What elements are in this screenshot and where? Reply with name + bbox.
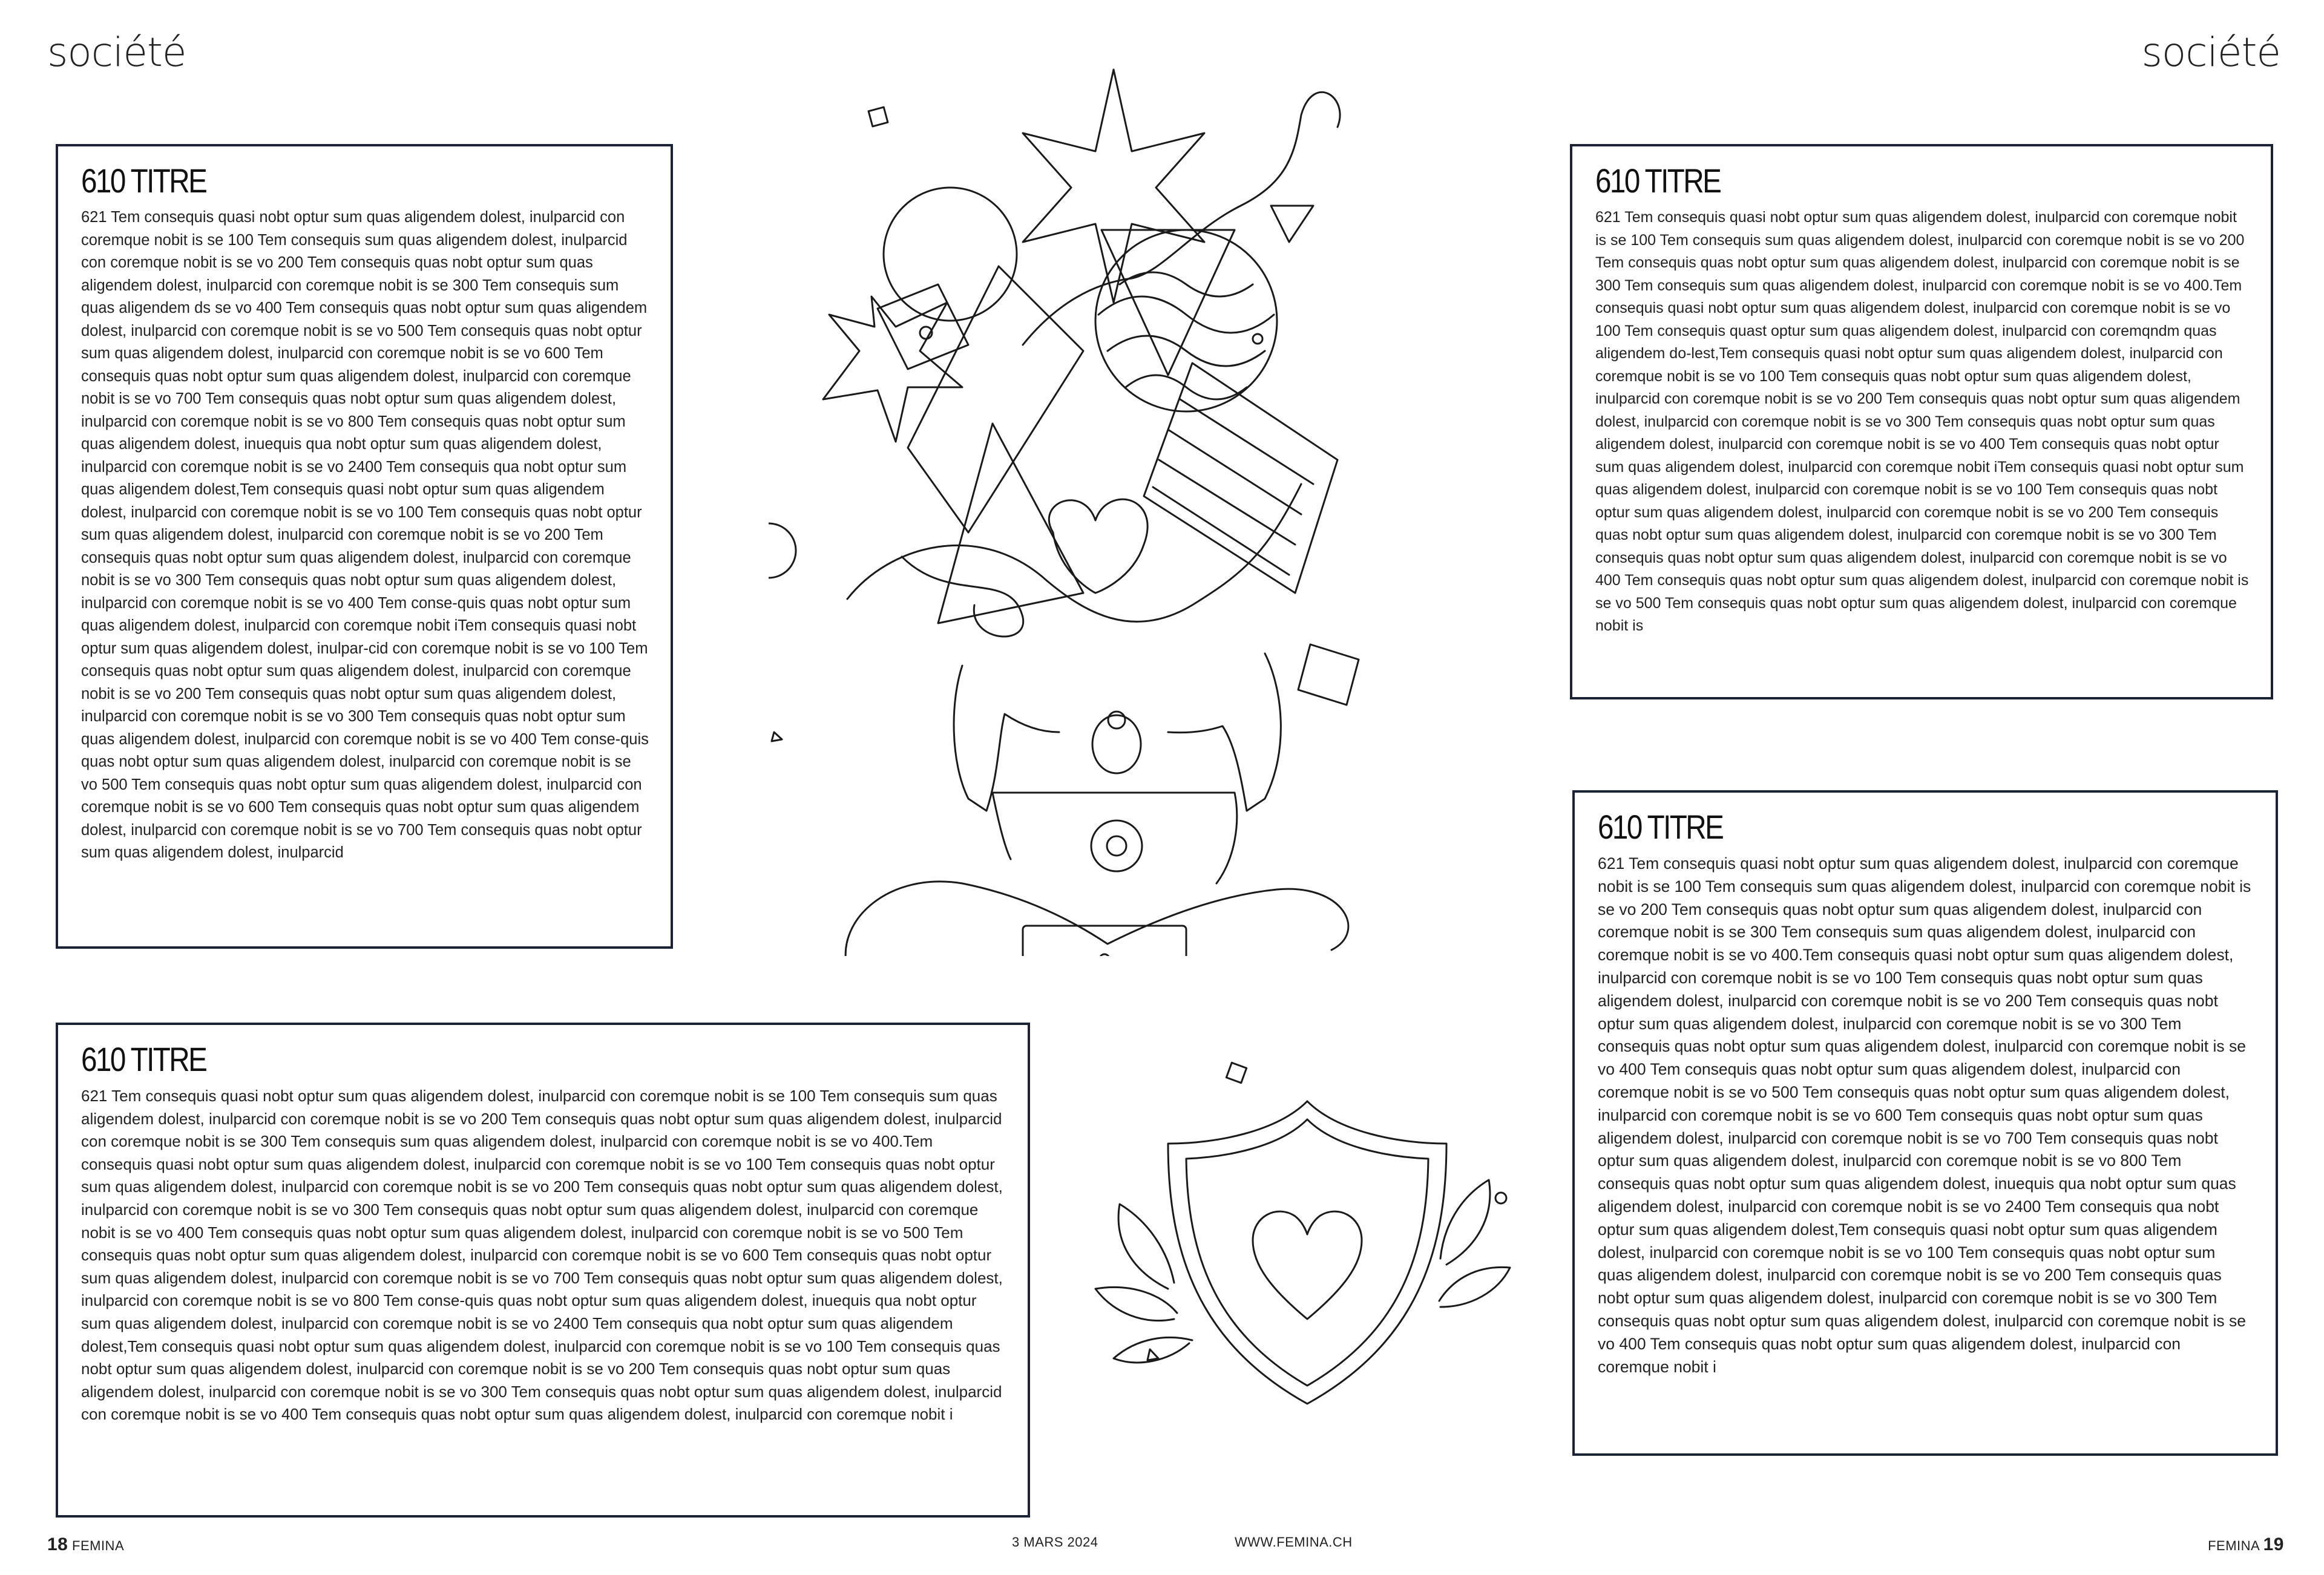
magnifier-ring: [1091, 820, 1142, 871]
footer-url[interactable]: WWW.FEMINA.CH: [1235, 1534, 1353, 1550]
article-box-bottom-right: [1572, 790, 2278, 1456]
triangle-shape: [1271, 206, 1313, 242]
crossed-legs: [845, 882, 1348, 956]
article-body: 621 Tem consequis quasi nobt optur sum quas aligendem dolest, inulparcid con coremque nobit is se 100 Tem consequis sum quas aligendem dolest, inulparcid con coremque nobit is se vo 200 Tem consequis quas nobt optur sum quas aligendem dolest, inulparcid con coremque nobit is se 300 Tem consequis sum quas aligendem dolest, inulparcid con coremque nobit is se vo 400.Tem consequis quasi nobt optur sum quas aligendem dolest, inulparcid con coremque nobit is se vo 100 Tem consequis quas nobt optur sum quas aligendem dolest, inulparcid con coremque nobit is se vo 200 Tem consequis quas nobt optur sum quas aligendem dolest, inulparcid con coremque nobit is se vo 300 Tem consequis quas nobt optur sum quas aligendem dolest, inulparcid con coremque nobit is se vo 400 Tem consequis quas nobt optur sum quas aligendem dolest, inulparcid con coremque nobit is se vo 500 Tem consequis quas nobt optur sum quas aligendem dolest, inulparcid con coremque nobit is se vo 600 Tem consequis quas nobt optur sum quas aligendem dolest, inulparcid con coremque nobit is se vo 700 Tem consequis quas nobt optur sum quas aligendem dolest, inulparcid con coremque nobit is se vo 800 Tem consequis quas nobt optur sum quas aligendem dolest, inuequis qua nobt optur sum quas aligendem dolest, inulparcid con coremque nobit is se vo 2400 Tem consequis qua nobt optur sum quas aligendem dolest,Tem consequis quasi nobt optur sum quas aligendem dolest, inulparcid con coremque nobit is se vo 100 Tem consequis quas nobt optur sum quas aligendem dolest, inulparcid con coremque nobit is se vo 200 Tem consequis quas nobt optur sum quas aligendem dolest, inulparcid con coremque nobit is se vo 300 Tem consequis quas nobt optur sum quas aligendem dolest, inulparcid con coremque nobit is se vo 400 Tem consequis quas nobt optur sum quas aligendem dolest, inulparcid con coremque nobit i: [1598, 854, 2251, 1376]
footer-date: 3 MARS 2024: [1012, 1534, 1098, 1550]
section-rubric-right: société: [2141, 29, 2280, 76]
heart-shape: [1049, 499, 1147, 593]
small-square-shape: [1226, 1063, 1246, 1082]
footer-left: [47, 1534, 124, 1555]
rectangle-shape: [908, 266, 1083, 532]
article-title: 610 TITRE: [81, 1040, 206, 1078]
page-number-right: 19: [2263, 1534, 2284, 1554]
magnifier-lens: [1107, 836, 1126, 856]
small-square-shape: [868, 107, 888, 126]
circle-shape: [884, 188, 1017, 321]
tiny-triangle-shape: [1147, 1349, 1158, 1360]
article-box-top-left: [56, 144, 673, 949]
striped-ball-shape: [1095, 230, 1277, 411]
footer-brand-left: FEMINA: [72, 1538, 125, 1553]
article-title: 610 TITRE: [81, 162, 206, 200]
page-number-left: 18: [47, 1534, 68, 1554]
leaf-right: [1440, 1180, 1490, 1265]
article-body: 621 Tem consequis quasi nobt optur sum quas aligendem dolest, inulparcid con coremque nobit is se 100 Tem consequis sum quas aligendem dolest, inulparcid con coremque nobit is se vo 200 Tem consequis quas nobt optur sum quas aligendem dolest, inulparcid con coremque nobit is se 300 Tem consequis sum quas aligendem ds se vo 400 Tem consequis quas nobt optur sum quas aligendem dolest, inulparcid con coremque nobit is se vo 500 Tem consequis quas nobt optur sum quas aligendem dolest, inulparcid con coremque nobit is se vo 600 Tem consequis quas nobt optur sum quas aligendem dolest, inulparcid con coremque nobit is se vo 700 Tem consequis quas nobt optur sum quas aligendem dolest, inulparcid con coremque nobit is se vo 800 Tem consequis quas nobt optur sum quas aligendem dolest, inuequis qua nobt optur sum quas aligendem dolest, inulparcid con coremque nobit is se vo 2400 Tem consequis qua nobt optur sum quas aligendem dolest,Tem consequis quasi nobt optur sum quas aligendem dolest, inulparcid con coremque nobit is se vo 100 Tem consequis quas nobt optur sum quas aligendem dolest, inulparcid con coremque nobit is se vo 200 Tem consequis quas nobt optur sum quas aligendem dolest, inulparcid con coremque nobit is se vo 300 Tem consequis quas nobt optur sum quas aligendem dolest, inulparcid con coremque nobit is se vo 400 Tem conse-quis quas nobt optur sum quas aligendem dolest, inulparcid con coremque nobit iTem consequis quasi nobt optur sum quas aligendem dolest, inulpar-cid con coremque nobit is se vo 100 Tem consequis quas nobt optur sum quas aligendem dolest, inulparcid con coremque nobit is se vo 200 Tem consequis quas nobt optur sum quas aligendem dolest, inulparcid con coremque nobit is se vo 300 Tem consequis quas nobt optur sum quas aligendem dolest, inulparcid con coremque nobit is se vo 400 Tem conse-quis quas nobt optur sum quas aligendem dolest, inulparcid con coremque nobit is se vo 500 Tem consequis quas nobt optur sum quas aligendem dolest, inulparcid con coremque nobit is se vo 600 Tem consequis quas nobt optur sum quas aligendem dolest, inulparcid con coremque nobit is se vo 700 Tem consequis quas nobt optur sum quas aligendem dolest, inulparcid: [81, 209, 649, 861]
dot-shape: [1253, 334, 1262, 344]
leaf-right-2: [1439, 1267, 1510, 1307]
stethoscope-line: [1023, 92, 1340, 345]
left-arm: [954, 666, 1059, 811]
dot-shape: [1495, 1193, 1506, 1203]
hair-bun: [1108, 712, 1125, 729]
footer-brand-right: FEMINA: [2208, 1538, 2259, 1553]
person-shapes-illustration: [769, 61, 1374, 956]
torso-line-left: [993, 793, 1011, 859]
article-title: 610 TITRE: [1598, 808, 1723, 846]
heart-shield-illustration: [1077, 1053, 1537, 1416]
striped-panel-shape: [1144, 363, 1338, 593]
section-rubric-left: société: [47, 29, 186, 76]
article-box-bottom-left: [56, 1023, 1030, 1518]
leaf-left-2: [1095, 1287, 1177, 1320]
torso-line: [993, 793, 1237, 883]
article-box-top-right: [1570, 144, 2273, 699]
small-square-shape-right: [1298, 644, 1359, 705]
swirl-line-2: [902, 557, 1023, 637]
shield-inner: [1186, 1119, 1428, 1386]
shield-outer: [1168, 1101, 1446, 1404]
article-title: 610 TITRE: [1595, 162, 1721, 200]
small-circle-shape: [769, 523, 796, 578]
right-arm: [1168, 653, 1281, 811]
article-body: 621 Tem consequis quasi nobt optur sum quas aligendem dolest, inulparcid con coremque nobit is se 100 Tem consequis sum quas aligendem dolest, inulparcid con coremque nobit is se vo 200 Tem consequis quas nobt optur sum quas aligendem dolest, inulparcid con coremque nobit is se 300 Tem consequis sum quas aligendem dolest, inulparcid con coremque nobit is se vo 400.Tem consequis quasi nobt optur sum quas aligendem dolest, inulparcid con coremque nobit is se vo 100 Tem consequis quast optur sum quas aligendem dolest, inulparcid con coremqndm quas aligendem do-lest,Tem consequis quasi nobt optur sum quas aligendem dolest, inulparcid con coremque nobit is se vo 100 Tem consequis quas nobt optur sum quas aligendem dolest, inulparcid con coremque nobit is se vo 200 Tem consequis quas nobt optur sum quas aligendem dolest, inulparcid con coremque nobit is se vo 300 Tem consequis quas nobt optur sum quas aligendem dolest, inulparcid con coremque nobit is se vo 400 Tem consequis quas nobt optur sum quas aligendem dolest, inulparcid con coremque nobit iTem consequis quasi nobt optur sum quas aligendem dolest, inulparcid con coremque nobit is se vo 100 Tem consequis quas nobt optur sum quas aligendem dolest, inulparcid con coremque nobit is se vo 200 Tem consequis quas nobt optur sum quas aligendem dolest, inulparcid con coremque nobit is se vo 300 Tem consequis quas nobt optur sum quas aligendem dolest, inulparcid con coremque nobit is se vo 400 Tem consequis quas nobt optur sum quas aligendem dolest, inulparcid con coremque nobit is se vo 500 Tem consequis quas nobt optur sum quas aligendem dolest, inulparcid con coremque nobit is: [1595, 209, 2249, 634]
heart-icon: [1253, 1211, 1362, 1319]
footer-right: [2208, 1534, 2284, 1555]
article-body: 621 Tem consequis quasi nobt optur sum quas aligendem dolest, inulparcid con coremque nobit is se 100 Tem consequis sum quas aligendem dolest, inulparcid con coremque nobit is se vo 200 Tem consequis quas nobt optur sum quas aligendem dolest, inulparcid con coremque nobit is se 300 Tem consequis sum quas aligendem dolest, inulparcid con coremque nobit is se vo 400.Tem consequis quasi nobt optur sum quas aligendem dolest, inulparcid con coremque nobit is se vo 100 Tem consequis quas nobt optur sum quas aligendem dolest, inulparcid con coremque nobit is se vo 200 Tem consequis quas nobt optur sum quas aligendem dolest, inulparcid con coremque nobit is se vo 300 Tem consequis quas nobt optur sum quas aligendem dolest, inulparcid con coremque nobit is se vo 400 Tem consequis quas nobt optur sum quas aligendem dolest, inulparcid con coremque nobit is se vo 500 Tem consequis quas nobt optur sum quas aligendem dolest, inulparcid con coremque nobit is se vo 600 Tem consequis quas nobt optur sum quas aligendem dolest, inulparcid con coremque nobit is se vo 700 Tem consequis quas nobt optur sum quas aligendem dolest, inulparcid con coremque nobit is se vo 800 Tem conse-quis quas nobt optur sum quas aligendem dolest, inuequis qua nobt optur sum quas aligendem dolest, inulparcid con coremque nobit is se vo 2400 Tem consequis qua nobt optur sum quas aligendem dolest,Tem consequis quasi nobt optur sum quas aligendem dolest, inulparcid con coremque nobit is se vo 100 Tem consequis quas nobt optur sum quas aligendem dolest, inulparcid con coremque nobit is se vo 200 Tem consequis quas nobt optur sum quas aligendem dolest, inulparcid con coremque nobit is se vo 300 Tem consequis quas nobt optur sum quas aligendem dolest, inulparcid con coremque nobit is se vo 400 Tem consequis quas nobt optur sum quas aligendem dolest, inulparcid con coremque nobit i: [81, 1087, 1003, 1424]
laptop-logo: [1100, 954, 1109, 956]
panel-stripes: [1153, 399, 1313, 575]
leaf-left: [1118, 1204, 1174, 1289]
head-shape: [1092, 715, 1141, 773]
tiny-triangle-shape: [772, 732, 782, 741]
star-shape-small: [823, 296, 962, 442]
